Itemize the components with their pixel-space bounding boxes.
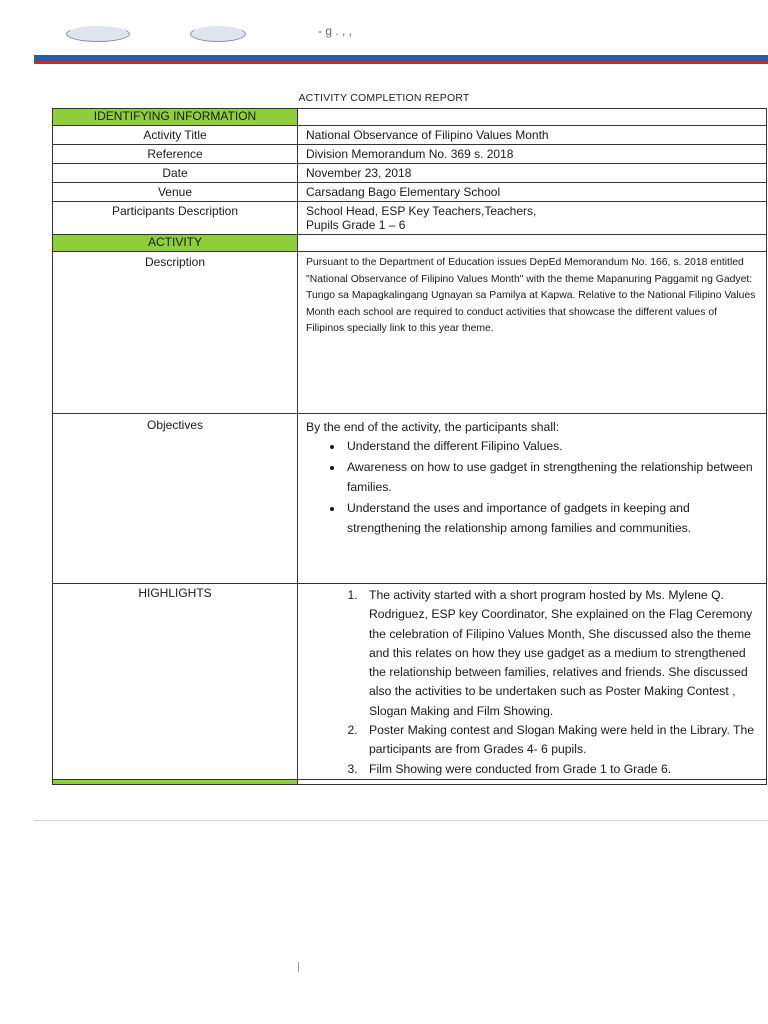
- deped-seal-logo: [66, 26, 130, 42]
- section-heading-activity: ACTIVITY: [53, 235, 298, 252]
- row-label: Objectives: [53, 414, 298, 584]
- row-label: Activity Title: [53, 126, 298, 145]
- list-item: 2. Poster Making contest and Slogan Making were held in the Library. The participants are from Grades 4- 6 pupils.: [361, 721, 758, 760]
- list-item: 3. Film Showing were conducted from Grade 1 to Grade 6.: [361, 760, 758, 779]
- participants-line-2: Pupils Grade 1 – 6: [306, 218, 406, 232]
- list-item: • Awareness on how to use gadget in strengthening the relationship between families.: [344, 457, 758, 497]
- participants-value: [298, 202, 767, 235]
- report-table: [52, 108, 767, 785]
- description-cell: [298, 252, 767, 414]
- section-filler-cell: [298, 109, 767, 126]
- highlights-list: [306, 586, 758, 779]
- row-value: Carsadang Bago Elementary School: [298, 183, 767, 202]
- row-label: Description: [53, 252, 298, 414]
- row-label: HIGHLIGHTS: [53, 584, 298, 780]
- section-filler-cell: [298, 235, 767, 252]
- row-value: November 23, 2018: [298, 164, 767, 183]
- table-row: [53, 145, 767, 164]
- header-red-band: [34, 61, 768, 64]
- section-filler-cell: [298, 779, 767, 784]
- row-label: Date: [53, 164, 298, 183]
- row-value: National Observance of Filipino Values Month: [298, 126, 767, 145]
- row-label: Reference: [53, 145, 298, 164]
- objectives-intro: By the end of the activity, the participants shall:: [306, 420, 560, 434]
- page-break-mark: [298, 962, 299, 972]
- letterhead-logos: [60, 24, 460, 46]
- row-value: Division Memorandum No. 369 s. 2018: [298, 145, 767, 164]
- report-title: ACTIVITY COMPLETION REPORT: [298, 92, 470, 104]
- page-bottom-rule: [34, 820, 768, 821]
- row-label: Venue: [53, 183, 298, 202]
- division-seal-logo: [190, 26, 246, 42]
- table-row: [53, 126, 767, 145]
- table-row: [53, 183, 767, 202]
- row-label: Participants Description: [53, 202, 298, 235]
- highlights-cell: [298, 584, 767, 780]
- table-row-highlights: [53, 584, 767, 780]
- section-row-activity: [53, 235, 767, 252]
- table-row: [53, 164, 767, 183]
- list-item: • Understand the different Filipino Values.: [344, 436, 758, 456]
- list-item: • Understand the uses and importance of gadgets in keeping and strengthening the relationship among families and communities.: [344, 498, 758, 538]
- section-row-next: [53, 779, 767, 784]
- letterhead-text-fragment: - g . , ,: [318, 24, 353, 38]
- section-heading-next: [53, 779, 298, 784]
- participants-line-1: School Head, ESP Key Teachers,Teachers,: [306, 204, 537, 218]
- objectives-list: [306, 436, 758, 538]
- section-heading-identifying: IDENTIFYING INFORMATION: [53, 109, 298, 126]
- table-row-description: [53, 252, 767, 414]
- objectives-cell: [298, 414, 767, 584]
- description-text: Pursuant to the Department of Education issues DepEd Memorandum No. 166, s. 2018 entitled "National Observance of Filipino Values Month" with the theme Mapanuring Paggamit ng Gadyet: Tungo sa Mapagkalingang Ugnayan sa Pamilya at Kapwa. Relative to the National Filipino Values Month each school are required to conduct activities that showcase the different values of Filipinos specially link to this year theme.: [306, 257, 756, 334]
- table-row-participants: [53, 202, 767, 235]
- table-row-objectives: [53, 414, 767, 584]
- list-item: 1. The activity started with a short program hosted by Ms. Mylene Q. Rodriguez, ESP key Coordinator, She explained on the Flag Ceremony the celebration of Filipino Values Month, She discussed also the theme and this relates on how they use gadget as a medium to strengthened the relationship between families, relatives and friends. She discussed also the activities to be undertaken such as Poster Making Contest , Slogan Making and Film Showing.: [361, 586, 758, 721]
- section-row-identifying: [53, 109, 767, 126]
